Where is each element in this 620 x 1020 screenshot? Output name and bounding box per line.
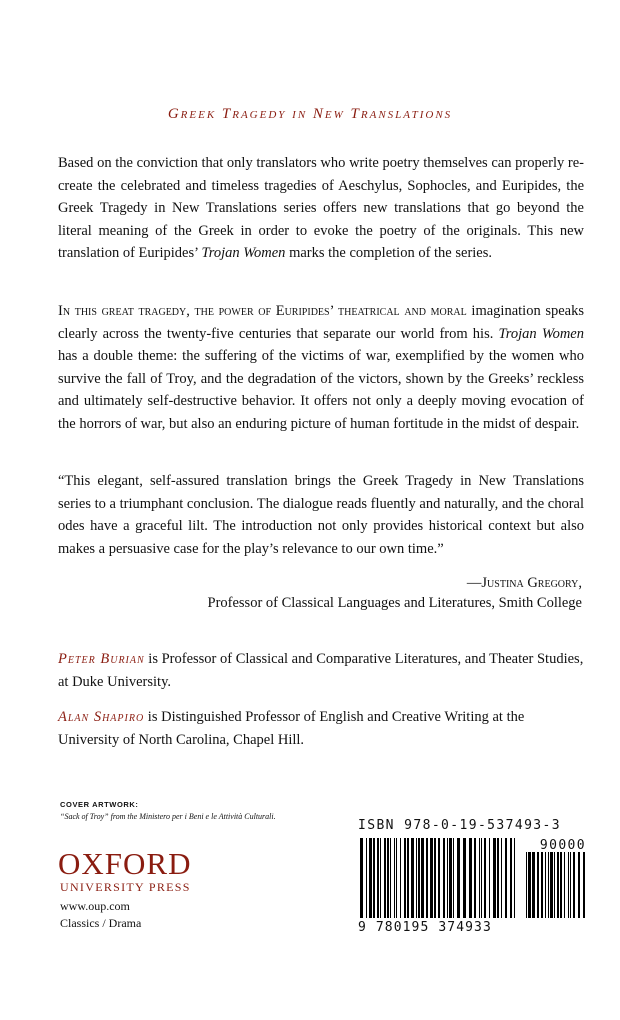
barcode-bar [411, 838, 414, 918]
book-title-ref: Trojan Women [201, 245, 286, 261]
ean-barcode [358, 838, 518, 920]
barcode-bar [404, 838, 406, 918]
price-barcode-bar [548, 852, 549, 918]
book-title-ref-2: Trojan Women [498, 325, 584, 342]
book-description [58, 300, 584, 435]
barcode-bar [479, 838, 480, 918]
barcode-bar [416, 838, 417, 918]
price-barcode-bar [532, 852, 535, 918]
price-barcode-bar [541, 852, 543, 918]
price-barcode-bar [578, 852, 580, 918]
barcode-bar [380, 838, 381, 918]
translator-bio-text-1: is Professor of Classical and Comparative Literatures, and Theater Studies, at Duke University. [58, 651, 584, 690]
barcode-bar [438, 838, 440, 918]
barcode-bar [489, 838, 490, 918]
barcode-bar [387, 838, 389, 918]
quote-affiliation: Professor of Classical Languages and Literatures, Smith College [207, 595, 582, 611]
series-description [58, 152, 584, 265]
barcode-bar [474, 838, 476, 918]
barcode-bar [366, 838, 367, 918]
translator-bio-text-2: is Distinguished Professor of English and Creative Writing at the University of North Carolina, Chapel Hill. [58, 709, 525, 748]
barcode-bar [369, 838, 372, 918]
cover-artwork-heading: COVER ARTWORK: [60, 800, 139, 809]
barcode-area [358, 838, 590, 938]
barcode-bar [418, 838, 420, 918]
price-barcode-bar [528, 852, 531, 918]
translator-name-2: Alan Shapiro [58, 709, 145, 725]
price-barcode-bar [570, 852, 571, 918]
barcode-bar [457, 838, 460, 918]
barcode-bar [430, 838, 433, 918]
barcode-bar [463, 838, 466, 918]
barcode-bar [443, 838, 445, 918]
ean-number: 9 780195 374933 [358, 920, 492, 935]
isbn-label: ISBN 978-0-19-537493-3 [358, 818, 561, 833]
book-description-text-b: has a double theme: the suffering of the victims of war, exemplified by the women who survive the fall of Troy, and the degradation of the victors, shown by the Greeks’ reckless and ultimately self-destructive behavior. It offers not only a deeply moving evocation of the horrors of war, but also an enduring picture of human fortitude in the midst of despair. [58, 348, 584, 432]
book-description-lead: In this great tragedy, the power of Euripides’ theatrical and moral [58, 303, 467, 319]
price-barcode-bar [564, 852, 565, 918]
price-barcode-bar [583, 852, 585, 918]
barcode-bar [407, 838, 409, 918]
barcode-bar [501, 838, 502, 918]
quote-dash: — [466, 575, 482, 591]
barcode-bar [481, 838, 482, 918]
barcode-bar [469, 838, 472, 918]
quote-author-name: Justina Gregory, [481, 575, 582, 591]
barcode-bar [453, 838, 454, 918]
series-description-end: marks the completion of the series. [285, 245, 493, 261]
price-barcode-bar [526, 852, 527, 918]
barcode-bar [493, 838, 496, 918]
price-barcode-bar [554, 852, 555, 918]
cover-artwork-credit: “Sack of Troy” from the Ministero per i Beni e le Attività Culturali. [60, 812, 276, 821]
price-barcode-bar [573, 852, 575, 918]
barcode-bar [373, 838, 375, 918]
barcode-bar [384, 838, 386, 918]
barcode-bar [390, 838, 391, 918]
price-code: 90000 [539, 838, 586, 853]
barcode-bar [426, 838, 428, 918]
barcode-bar [514, 838, 515, 918]
barcode-bar [377, 838, 379, 918]
barcode-bar [449, 838, 452, 918]
translator-bio-1 [58, 648, 584, 693]
barcode-bar [484, 838, 486, 918]
barcode-bar [421, 838, 424, 918]
price-barcode-bar [545, 852, 546, 918]
barcode-bar [396, 838, 397, 918]
series-title: Greek Tragedy in New Translations [167, 106, 453, 122]
barcode-bar [434, 838, 436, 918]
publisher-logo: OXFORD [58, 846, 192, 881]
book-description-text-a: imagination speaks clearly across the twenty-five centuries that separate our world from his. [58, 303, 585, 342]
barcode-bar [394, 838, 395, 918]
barcode-bar [505, 838, 507, 918]
publisher-url: www.oup.com [60, 899, 130, 913]
barcode-bar [447, 838, 448, 918]
translator-name-1: Peter Burian [58, 651, 145, 667]
price-barcode-bar [550, 852, 553, 918]
price-barcode-bar [557, 852, 559, 918]
price-barcode-bar [537, 852, 539, 918]
publisher-name: UNIVERSITY PRESS [60, 880, 191, 894]
barcode-bar [497, 838, 499, 918]
barcode-bar [360, 838, 363, 918]
series-description-text: Based on the conviction that only translators who write poetry themselves can properly re-create the celebrated and timeless tragedies of Aeschylus, Sophocles, and Euripides, the Greek Tragedy in New Translations series offers new translations that go beyond the literal meaning of the Greek in order to evoke the poetry of the originals. This new translation of Euripides’ [58, 155, 584, 261]
review-quote: “This elegant, self-assured translation brings the Greek Tragedy in New Translations series to a triumphant conclusion. The dialogue reads fluently and naturally, and the choral odes have a graceful lilt. The introduction not only provides historical context but also makes a persuasive case for the play’s relevance to our own time.” [58, 473, 584, 557]
book-category: Classics / Drama [60, 916, 142, 930]
barcode-bar [400, 838, 401, 918]
price-barcode [524, 852, 590, 922]
barcode-bar [510, 838, 512, 918]
price-barcode-bar [560, 852, 562, 918]
translator-bio-2 [58, 706, 584, 751]
price-barcode-bar [568, 852, 569, 918]
